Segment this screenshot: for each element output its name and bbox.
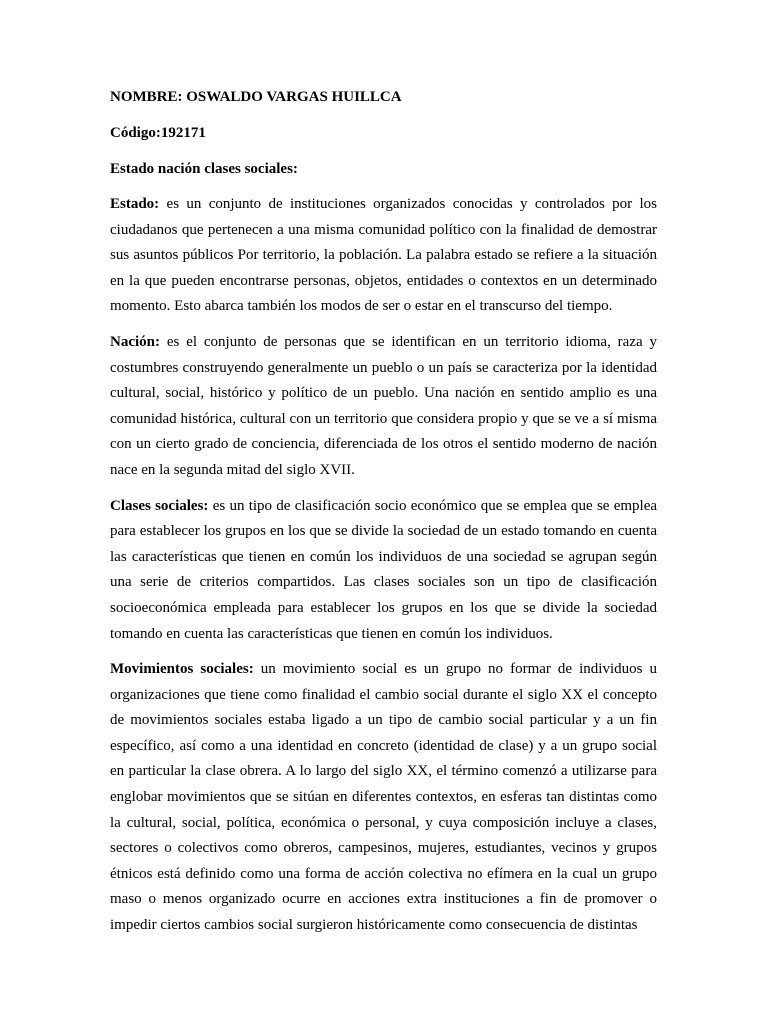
section-text: es un conjunto de instituciones organizados conocidas y controlados por los ciudadanos que pertenecen a una misma comunidad político con la finalidad de demostrar sus asuntos públicos Por territorio, la población. La palabra estado se refiere a la situación en la que pueden encontrarse personas, objetos, entidades o contextos en un determinado momento. Esto abarca también los modos de ser o estar en el transcurso del tiempo.: [110, 196, 658, 315]
document-title: Estado nación clases sociales:: [110, 161, 298, 177]
student-name: NOMBRE: OSWALDO VARGAS HUILLCA: [110, 89, 402, 105]
section-term: Movimientos sociales:: [110, 661, 254, 678]
student-code: Código:192171: [110, 125, 206, 141]
section-text: es un tipo de clasificación socio económico que se emplea que se emplea para establecer los grupos en los que se divide la sociedad de un estado tomando en cuenta las características que tienen en común los individuos de una sociedad se agrupan según una serie de criterios compartidos. Las clases sociales son un tipo de clasificación socioeconómica empleada para establecer los grupos en los que se divide la sociedad tomando en cuenta las características que tienen en común los individuos.: [110, 497, 658, 642]
section-text: es el conjunto de personas que se identifican en un territorio idioma, raza y costumbres construyendo generalmente un pueblo o un país se caracteriza por la identidad cultural, social, histórico y político de un pueblo. Una nación en sentido amplio es una comunidad histórica, cultural con un territorio que considera propio y que se ve a sí misma con un cierto grado de conciencia, diferenciada de los otros el sentido moderno de nación nace en la segunda mitad del siglo XVII.: [110, 333, 657, 478]
section-nacion: [110, 330, 657, 484]
section-clases-sociales: [110, 494, 657, 648]
section-term: Clases sociales:: [110, 497, 209, 514]
section-movimientos-sociales: [110, 657, 657, 939]
section-text: un movimiento social es un grupo no formar de individuos u organizaciones que tiene como finalidad el cambio social durante el siglo XX el concepto de movimientos sociales estaba ligado a un tipo de cambio social particular y a un fin específico, así como a una identidad en concreto (identidad de clase) y a un grupo social en particular la clase obrera. A lo largo del siglo XX, el término comenzó a utilizarse para englobar movimientos que se sitúan en diferentes contextos, en esferas tan distintas como la cultural, social, política, económica o personal, y cuya composición incluye a clases, sectores o colectivos como obreros, campesinos, mujeres, estudiantes, vecinos y grupos étnicos está definido como una forma de acción colectiva no efímera en la cual un grupo maso o menos organizado ocurre en acciones extra instituciones a fin de promover o impedir ciertos cambios social surgieron históricamente como consecuencia de distintas: [110, 661, 658, 934]
document-page: [110, 84, 657, 949]
section-term: Nación:: [110, 333, 160, 350]
section-term: Estado:: [110, 196, 160, 212]
section-estado: [110, 192, 657, 320]
